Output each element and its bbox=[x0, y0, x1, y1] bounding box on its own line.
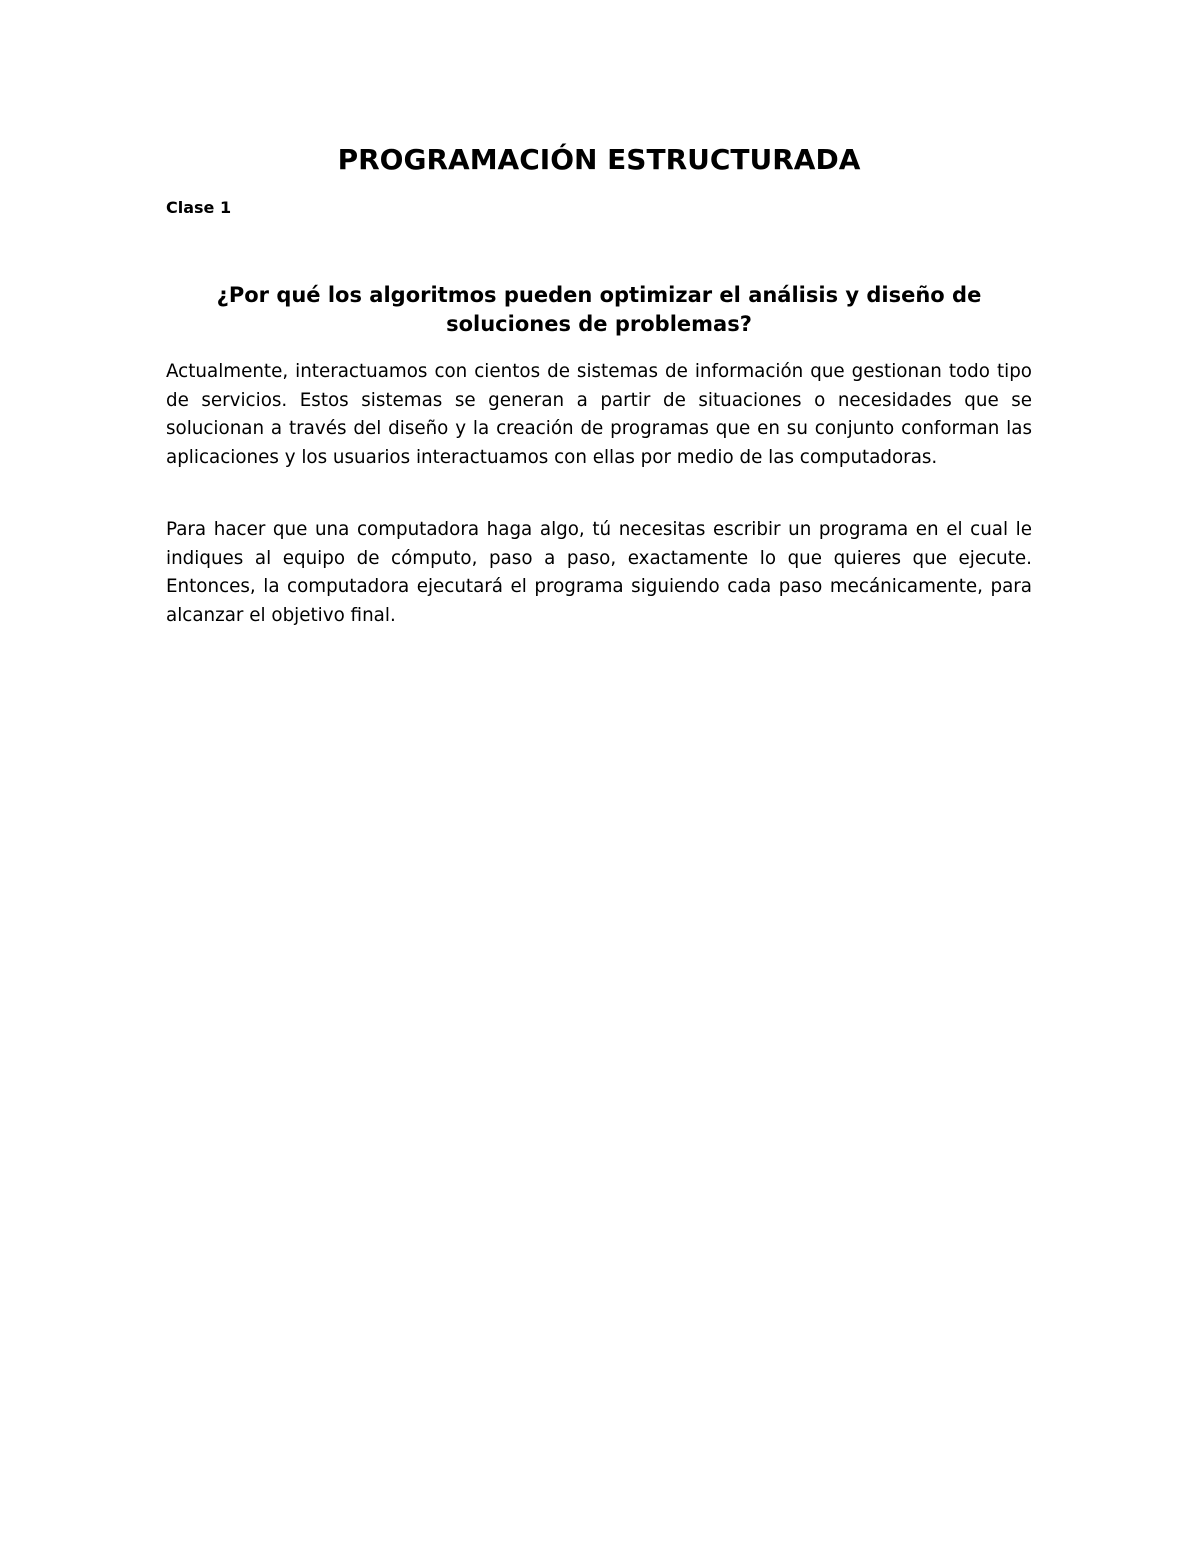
section-heading: ¿Por qué los algoritmos pueden optimizar el análisis y diseño de soluciones de problemas? bbox=[216, 283, 982, 336]
body-paragraph-1: Actualmente, interactuamos con cientos de sistemas de información que gestionan todo tipo de servicios. Estos sistemas se generan a partir de situaciones o necesidades que se solucionan a través del diseño y la creación de programas que en su conjunto conforman las aplicaciones y los usuarios interactuamos con ellas por medio de las computadoras. bbox=[166, 361, 1032, 468]
body-paragraph-2: Para hacer que una computadora haga algo, tú necesitas escribir un programa en el cual le indiques al equipo de cómputo, paso a paso, exactamente lo que quieres que ejecute. Entonces, la computadora ejecutará el programa siguiendo cada paso mecánicamente, para alcanzar el objetivo final. bbox=[166, 519, 1032, 626]
document-title: PROGRAMACIÓN ESTRUCTURADA bbox=[337, 143, 861, 176]
class-label: Clase 1 bbox=[166, 198, 232, 217]
